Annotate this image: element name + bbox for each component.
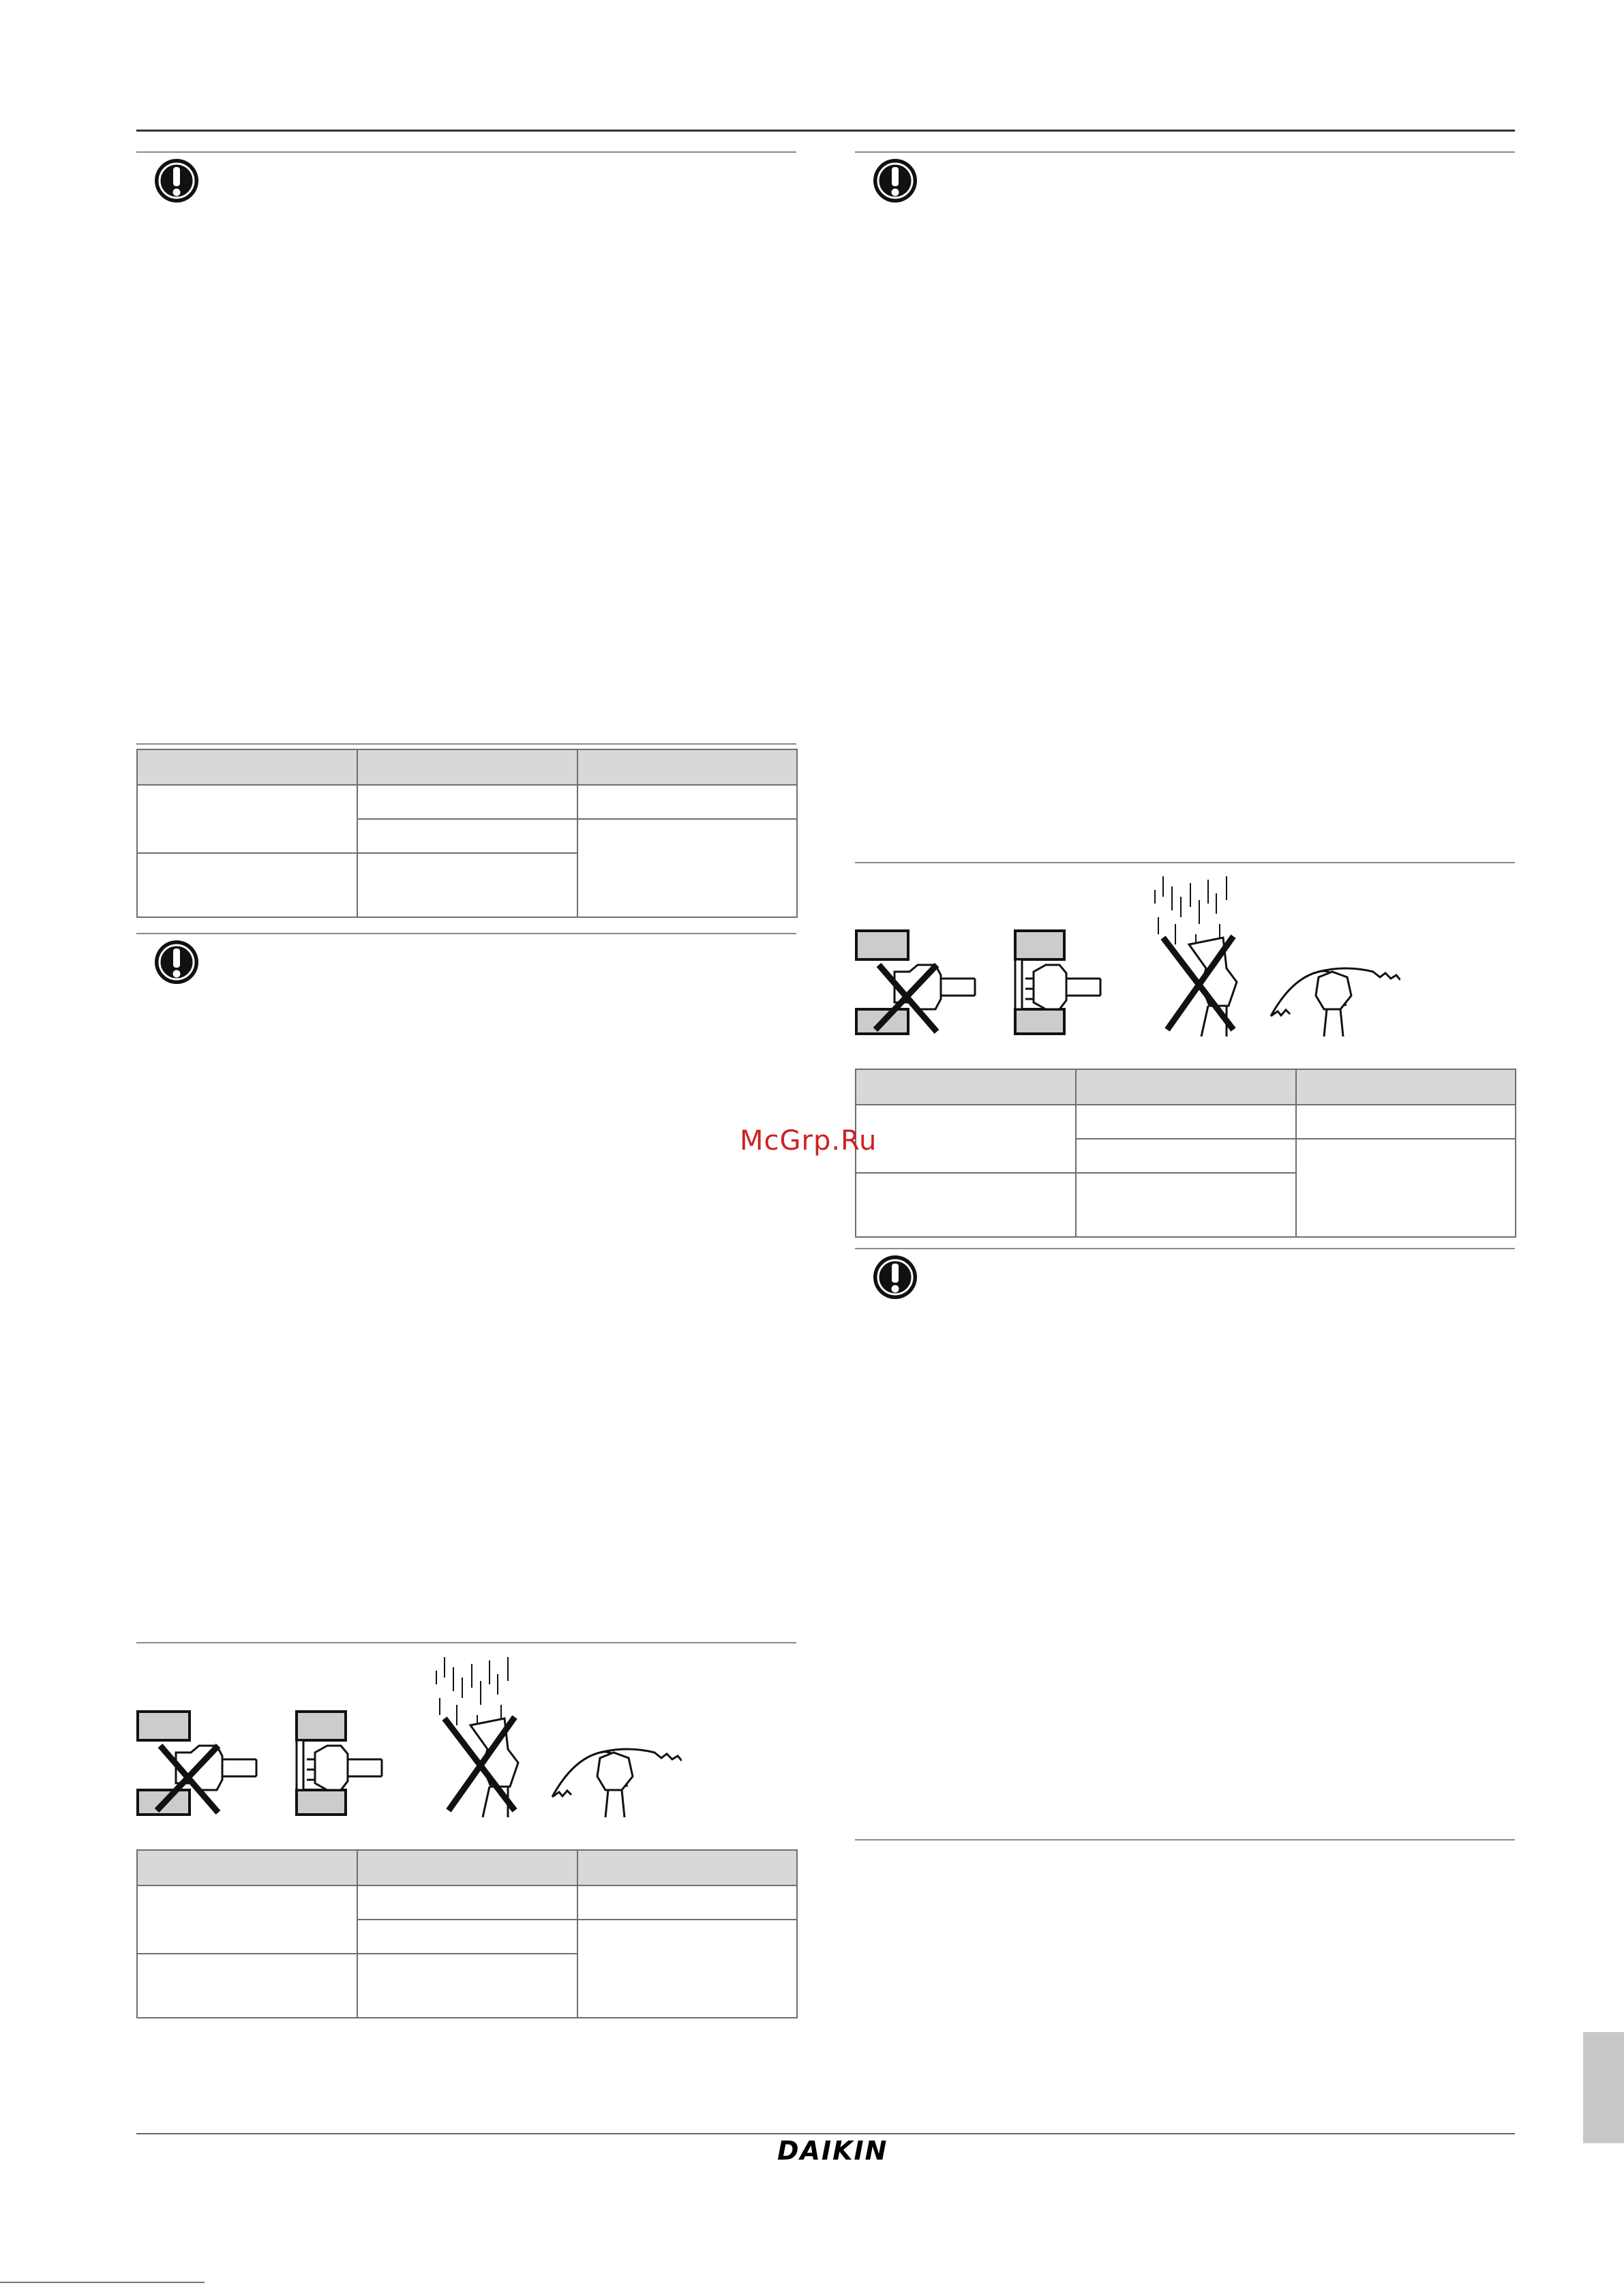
table-cell xyxy=(357,1920,577,1954)
flare-dust-wrong-icon xyxy=(1155,876,1237,1037)
flare-wrapped-correct-icon xyxy=(1271,968,1400,1037)
section-rule xyxy=(136,743,796,745)
table-header-cell xyxy=(1296,1069,1516,1105)
brand-logo: DAIKIN xyxy=(777,2136,888,2166)
table-cell xyxy=(137,785,357,853)
table-cell xyxy=(357,1954,577,2018)
data-table xyxy=(136,749,798,918)
table-cell xyxy=(577,1885,797,1920)
table-cell xyxy=(856,1105,1076,1173)
table-cell xyxy=(357,1885,577,1920)
note-rule xyxy=(136,151,796,153)
table-cell xyxy=(577,819,797,917)
scan-edge xyxy=(0,2282,205,2283)
table-cell xyxy=(856,1173,1076,1237)
note-rule xyxy=(855,151,1515,153)
note-rule xyxy=(136,933,796,934)
section-rule xyxy=(855,1839,1515,1840)
table-cell xyxy=(1076,1139,1296,1173)
table-cell xyxy=(1076,1173,1296,1237)
table-header-cell xyxy=(577,1850,797,1885)
page-top-rule xyxy=(136,130,1515,132)
table-cell xyxy=(577,785,797,819)
table-header-cell xyxy=(357,1850,577,1885)
table-header-cell xyxy=(856,1069,1076,1105)
table-header-cell xyxy=(357,749,577,785)
data-table xyxy=(855,1069,1516,1238)
exclamation-circle-icon xyxy=(871,1253,919,1301)
exclamation-circle-icon xyxy=(153,157,200,205)
table-header-cell xyxy=(137,1850,357,1885)
side-tab xyxy=(1583,2032,1624,2143)
exclamation-circle-icon xyxy=(153,938,200,986)
table-cell xyxy=(577,1920,797,2018)
table-cell xyxy=(1296,1105,1516,1139)
flare-wrapped-correct-icon xyxy=(552,1749,682,1817)
flare-figure-strip xyxy=(136,1650,682,1821)
watermark-text: McGrp.Ru xyxy=(740,1125,877,1157)
table-cell xyxy=(137,1954,357,2018)
table-cell xyxy=(137,853,357,917)
table-cell xyxy=(357,853,577,917)
table-header-cell xyxy=(577,749,797,785)
section-rule xyxy=(855,862,1515,863)
flare-clamp-correct-icon xyxy=(297,1712,382,1815)
table-header-cell xyxy=(1076,1069,1296,1105)
table-cell xyxy=(1296,1139,1516,1237)
flare-dust-wrong-icon xyxy=(436,1657,518,1817)
flare-clamp-correct-icon xyxy=(1015,931,1100,1034)
flare-clamp-wrong-icon xyxy=(856,931,975,1034)
footer-rule xyxy=(136,2133,1515,2134)
table-cell xyxy=(357,785,577,819)
table-cell xyxy=(137,1885,357,1954)
flare-figure-strip xyxy=(855,869,1400,1040)
flare-clamp-wrong-icon xyxy=(138,1712,256,1815)
section-rule xyxy=(136,1642,796,1643)
data-table xyxy=(136,1849,798,2018)
exclamation-circle-icon xyxy=(871,157,919,205)
table-header-cell xyxy=(137,749,357,785)
table-cell xyxy=(1076,1105,1296,1139)
table-cell xyxy=(357,819,577,853)
note-rule xyxy=(855,1248,1515,1249)
